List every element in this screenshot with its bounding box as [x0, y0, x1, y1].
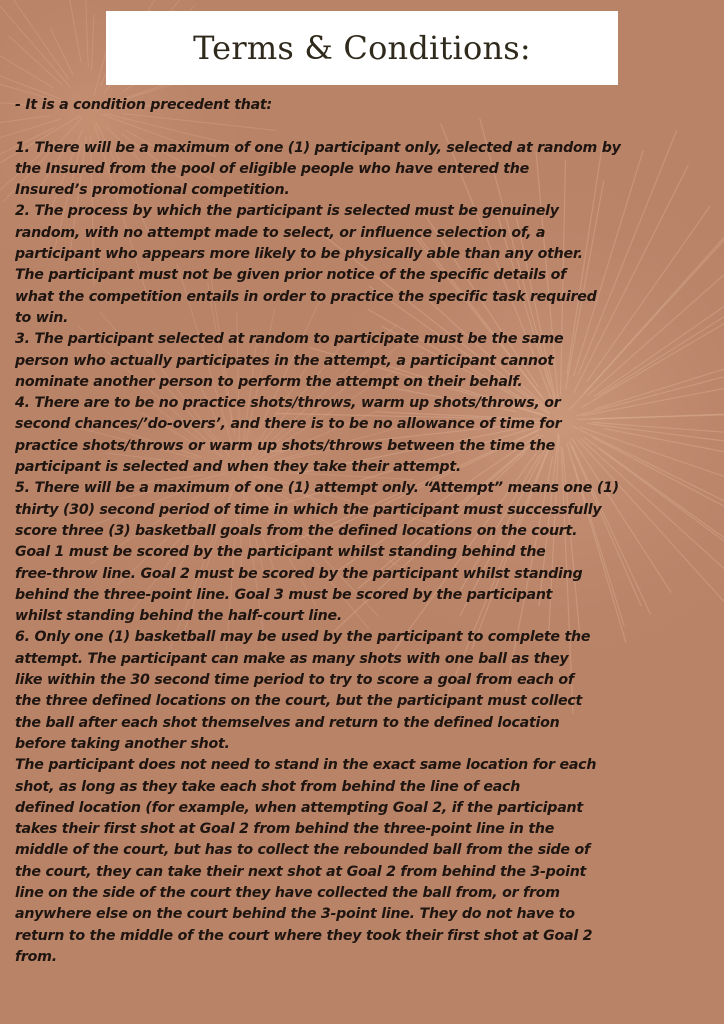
terms-line: defined location (for example, when attempting Goal 2, if the participant — [15, 799, 583, 816]
terms-line: 6. Only one (1) basketball may be used by the participant to complete the — [15, 629, 591, 646]
terms-line: participant is selected and when they take their attempt. — [15, 459, 462, 476]
terms-line: like within the 30 second time period to try to score a goal from each of — [15, 672, 574, 689]
terms-line: 5. There will be a maximum of one (1) attempt only. “Attempt” means one (1) — [15, 480, 619, 497]
terms-line: The participant must not be given prior notice of the specific details of — [15, 267, 567, 284]
terms-line: middle of the court, but has to collect the rebounded ball from the side of — [15, 842, 590, 859]
terms-line: the Insured from the pool of eligible people who have entered the — [15, 160, 530, 177]
terms-line: - It is a condition precedent that: — [15, 97, 272, 113]
terms-line: anywhere else on the court behind the 3-point line. They do not have to — [15, 906, 575, 923]
terms-line: to win. — [15, 309, 69, 326]
terms-line: 3. The participant selected at random to participate must be the same — [15, 331, 564, 348]
terms-line: the three defined locations on the court, but the participant must collect — [15, 693, 583, 710]
terms-line: the court, they can take their next shot at Goal 2 from behind the 3-point — [15, 863, 587, 880]
terms-line: the ball after each shot themselves and return to the defined location — [15, 714, 560, 731]
terms-line: line on the side of the court they have collected the ball from, or from — [15, 884, 560, 901]
terms-body — [15, 95, 715, 968]
terms-line: The participant does not need to stand in the exact same location for each — [15, 757, 597, 774]
page-title: Terms & Conditions: — [193, 29, 531, 67]
terms-line: 1. There will be a maximum of one (1) participant only, selected at random by — [15, 139, 621, 156]
terms-line: whilst standing behind the half-court line. — [15, 608, 343, 625]
terms-line — [15, 116, 715, 137]
terms-line: behind the three-point line. Goal 3 must be scored by the participant — [15, 586, 553, 603]
terms-line: from. — [15, 948, 57, 965]
terms-line: 2. The process by which the participant is selected must be genuinely — [15, 203, 559, 220]
terms-line: before taking another shot. — [15, 735, 230, 752]
terms-line: nominate another person to perform the attempt on their behalf. — [15, 373, 523, 390]
terms-line: shot, as long as they take each shot from behind the line of each — [15, 778, 521, 795]
terms-line: free-throw line. Goal 2 must be scored by the participant whilst standing — [15, 565, 583, 582]
terms-line: thirty (30) second period of time in which the participant must successfully — [15, 501, 602, 518]
terms-line: participant who appears more likely to be physically able than any other. — [15, 246, 583, 263]
terms-line: attempt. The participant can make as many shots with one ball as they — [15, 650, 569, 667]
terms-line: takes their first shot at Goal 2 from behind the three-point line in the — [15, 821, 555, 838]
terms-line: random, with no attempt made to select, or influence selection of, a — [15, 224, 546, 241]
terms-line: second chances/’do-overs’, and there is to be no allowance of time for — [15, 416, 562, 433]
terms-line: person who actually participates in the attempt, a participant cannot — [15, 352, 554, 369]
terms-line: return to the middle of the court where they took their first shot at Goal 2 — [15, 927, 593, 944]
terms-line: what the competition entails in order to practice the specific task required — [15, 288, 597, 305]
terms-line: score three (3) basketball goals from the defined locations on the court. — [15, 522, 578, 539]
terms-line: Insured’s promotional competition. — [15, 182, 290, 199]
terms-line: Goal 1 must be scored by the participant whilst standing behind the — [15, 544, 546, 561]
terms-line: 4. There are to be no practice shots/throws, warm up shots/throws, or — [15, 395, 561, 412]
terms-line: practice shots/throws or warm up shots/throws between the time the — [15, 437, 556, 454]
title-banner — [106, 11, 618, 85]
